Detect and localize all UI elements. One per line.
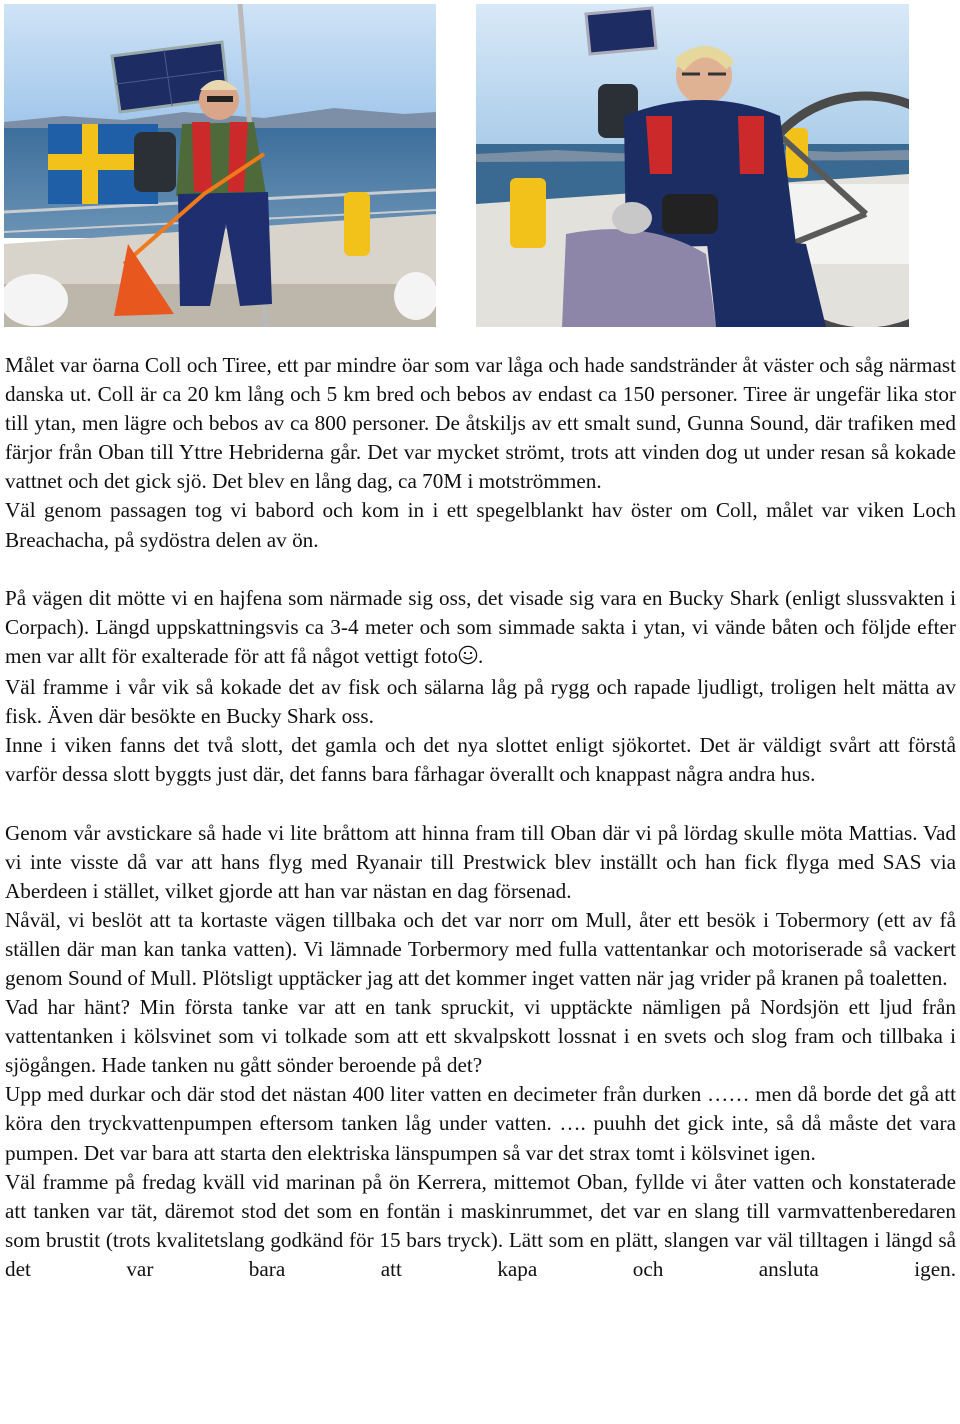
paragraph-spacer xyxy=(5,789,956,818)
paragraph-pump: Upp med durkar och där stod det nästan 400 liter vatten en decimeter från durken …… men då borde det gå att köra den tryckvattenpumpen eftersom tanken låg under vatten. …. puuhh det gick inte, så då måste det vara pumpen. Det var bara att starta den elektriska länspumpen så var det strax tomt i kölsvinet igen. xyxy=(5,1082,956,1165)
paragraph-castles: Inne i viken fanns det två slott, det gamla och det nya slottet enligt sjökortet. Det är väldigt svårt att förstå varför dessa slott byggts just där, det fanns bara fårhagar överallt och knappast några andra hus. xyxy=(5,733,956,787)
paragraph-mattias: Genom vår avstickare så hade vi lite bråttom att hinna fram till Oban där vi på lördag skulle möta Mattias. Vad vi inte visste då var att hans flyg med Ryanair till Prestwick blev inställt och han fick flyga med SAS via Aberdeen i stället, vilket gjorde att han var nästan en dag försenad. xyxy=(5,820,956,903)
photo-man-on-deck xyxy=(4,4,436,327)
paragraph-tobermory: Nåväl, vi beslöt att ta kortaste vägen tillbaka och det var norr om Mull, åter ett besök i Tobermory (ett av få ställen där man kan tanka vatten). Vi lämnade Torbermory med fulla vattentankar och motoriserade så vackert genom Sound of Mull. Plötsligt upptäcker jag att det kommer inget vatten när jag vrider på kranen på toaletten. xyxy=(5,907,956,990)
paragraph-seals: Väl framme i vår vik så kokade det av fisk och sälarna låg på rygg och rapade ljudligt, troligen helt mätta av fisk. Även där besökte en Bucky Shark oss. xyxy=(5,675,956,729)
paragraph-loch-breachacha: Väl genom passagen tog vi babord och kom in i ett spegelblankt hav öster om Coll, målet var viken Loch Breachacha, på sydöstra delen av ön. xyxy=(5,498,956,552)
paragraph-tank: Vad har hänt? Min första tanke var att en tank spruckit, vi upptäckte nämligen på Nordsjön ett ljud från vattentanken i kölsvinet som vi tolkade som att ett skvalpskott lossnat i en svets och slog fram och tillbaka i sjögången. Hade tanken nu gått sönder beroende på det? xyxy=(5,995,956,1078)
article-body xyxy=(5,351,956,1284)
photo-man-on-deck-image xyxy=(4,4,436,327)
paragraph-kerrera: Väl framme på fredag kväll vid marinan på ön Kerrera, mittemot Oban, fyllde vi åter vatten och konstaterade att tanken var tät, däremot stod det som en fontän i maskinrummet, det var en slang till varmvattenberedaren som brustit (trots kvalitetslang godkänd för 15 bars tryck). Lätt som en plätt, slangen var väl tilltagen i längd så det var bara att kapa och ansluta igen. xyxy=(5,1169,956,1281)
smiley-icon xyxy=(458,644,478,673)
paragraph-coll-tiree: Målet var öarna Coll och Tiree, ett par mindre öar som var låga och hade sandstränder åt väster och såg närmast danska ut. Coll är ca 20 km lång och 5 km bred och bebos av endast ca 150 personer. Tiree är ungefär lika stor till ytan, men lägre och bebos av ca 800 personer. De åtskiljs av ett smalt sund, Gunna Sound, där trafiken med färjor från Oban till Yttre Hebriderna går. Det var mycket strömt, trots att vinden dog ut under resan så kokade vattnet och det gick sjö. Det blev en lång dag, ca 70M i motströmmen. xyxy=(5,353,956,494)
paragraph-spacer xyxy=(5,555,956,584)
paragraph-bucky-shark-text: På vägen dit mötte vi en hajfena som närmade sig oss, det visade sig vara en Bucky Shark (enligt slussvakten i Corpach). Längd uppskattningsvis ca 3-4 meter och som simmade sakta i ytan, vi vände båten och följde efter men var allt för exalterade för att få något vettigt foto xyxy=(5,585,956,668)
photo-woman-at-wheel-image xyxy=(476,4,909,327)
paragraph-bucky-shark: På vägen dit mötte vi en hajfena som närmade sig oss, det visade sig vara en Bucky Shark (enligt slussvakten i Corpach). Längd uppskattningsvis ca 3-4 meter och som simmade sakta i ytan, vi vände båten och följde efter men var allt för exalterade för att få något vettigt foto . xyxy=(5,584,956,673)
photo-woman-at-wheel xyxy=(476,4,909,327)
